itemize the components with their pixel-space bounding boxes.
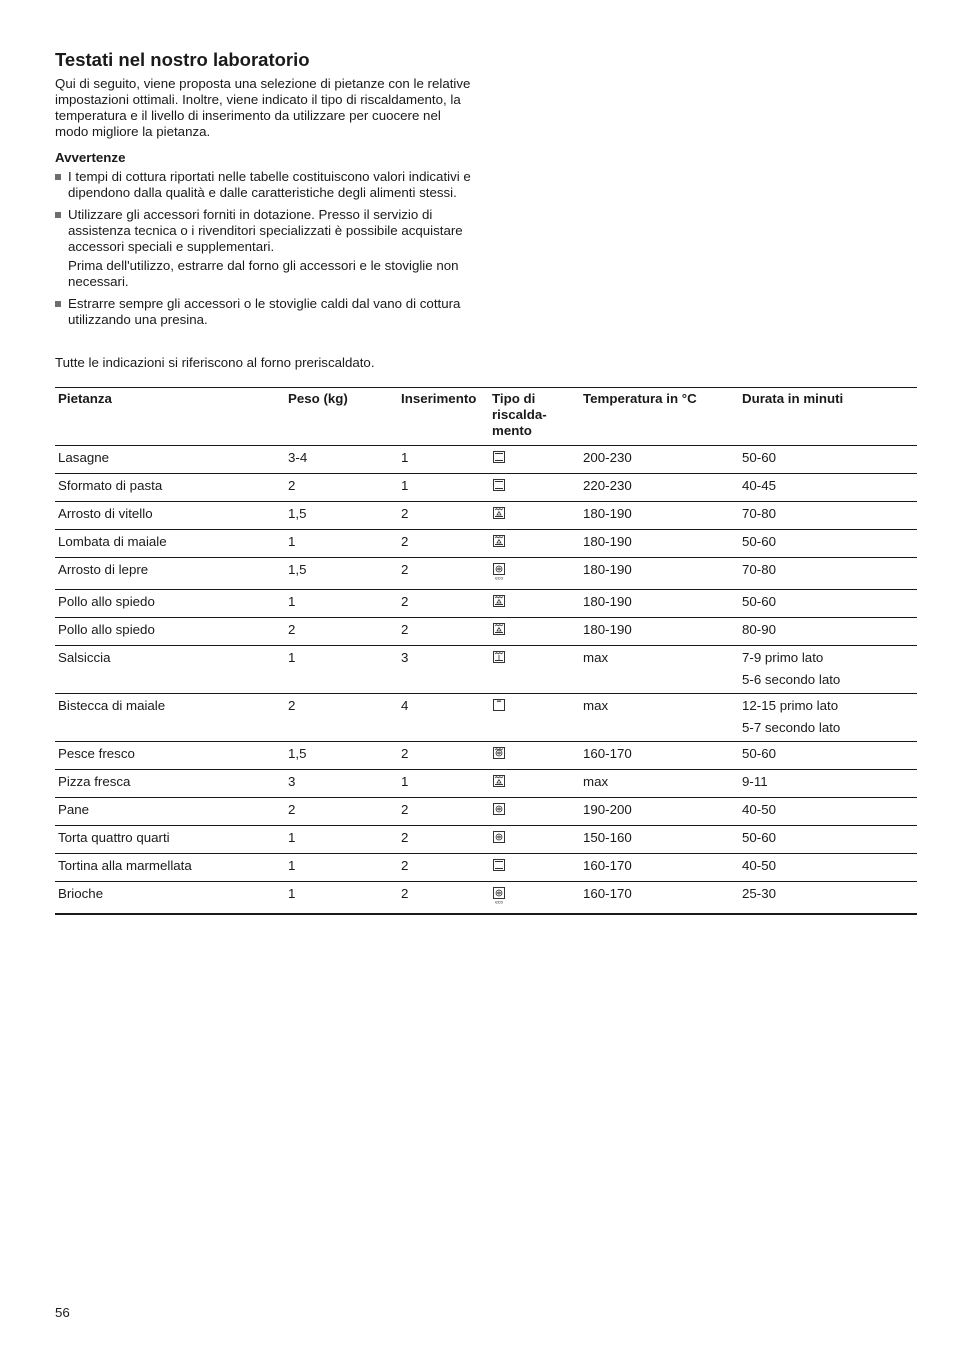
cell-dish: Pane xyxy=(55,798,285,826)
warning-text: Utilizzare gli accessori forniti in dotazione. Presso il servizio di assistenza tecnica o i rivenditori specializzati è possibile acquistare accessori speciali e supplementari. xyxy=(68,207,463,254)
duration-line: 40-50 xyxy=(742,858,777,873)
cell-heating xyxy=(489,590,580,618)
table-row xyxy=(55,854,917,882)
cell-temperature: 180-190 xyxy=(580,530,739,558)
table-row xyxy=(55,474,917,502)
cell-heating xyxy=(489,646,580,694)
cell-level: 1 xyxy=(398,770,489,798)
table-row xyxy=(55,694,917,742)
cell-duration xyxy=(739,590,917,618)
cell-level: 2 xyxy=(398,558,489,590)
thermal-grill-icon xyxy=(492,506,506,520)
table-row xyxy=(55,826,917,854)
table-row xyxy=(55,446,917,474)
cell-weight: 3-4 xyxy=(285,446,398,474)
cell-level: 2 xyxy=(398,530,489,558)
cell-weight: 2 xyxy=(285,474,398,502)
cell-dish: Brioche xyxy=(55,882,285,915)
duration-line: 80-90 xyxy=(742,622,777,637)
cell-weight: 1 xyxy=(285,882,398,915)
cell-weight: 2 xyxy=(285,798,398,826)
cell-dish: Pesce fresco xyxy=(55,742,285,770)
top-bottom-heat-icon xyxy=(492,478,506,492)
cell-temperature: 180-190 xyxy=(580,558,739,590)
cell-level: 2 xyxy=(398,618,489,646)
duration-line: 50-60 xyxy=(742,594,777,609)
svg-text:eco: eco xyxy=(495,576,503,580)
full-grill-icon xyxy=(492,650,506,664)
table-row xyxy=(55,798,917,826)
eco-hot-air-icon xyxy=(492,886,506,904)
cell-heating xyxy=(489,618,580,646)
cell-dish: Pollo allo spiedo xyxy=(55,590,285,618)
duration-line: 50-60 xyxy=(742,830,777,845)
cell-duration xyxy=(739,882,917,915)
cell-dish: Pizza fresca xyxy=(55,770,285,798)
page-title: Testati nel nostro laboratorio xyxy=(55,49,310,70)
warning-item xyxy=(55,169,475,201)
page-number: 56 xyxy=(55,1305,70,1320)
cell-level: 1 xyxy=(398,474,489,502)
cell-weight: 1,5 xyxy=(285,502,398,530)
cell-dish: Sformato di pasta xyxy=(55,474,285,502)
cell-level: 4 xyxy=(398,694,489,742)
bullet-square-icon xyxy=(55,174,61,180)
cell-dish: Tortina alla marmellata xyxy=(55,854,285,882)
duration-line: 12-15 primo lato xyxy=(742,698,839,713)
cell-heating xyxy=(489,798,580,826)
cell-heating xyxy=(489,854,580,882)
cell-duration xyxy=(739,798,917,826)
duration-line-second: 5-7 secondo lato xyxy=(742,720,841,735)
cell-temperature: max xyxy=(580,646,739,694)
cell-weight: 1,5 xyxy=(285,558,398,590)
table-header-row xyxy=(55,388,917,446)
cell-heating xyxy=(489,502,580,530)
duration-line: 25-30 xyxy=(742,886,777,901)
col-header-duration: Durata in minuti xyxy=(739,388,917,446)
thermal-grill-icon xyxy=(492,774,506,788)
cell-level: 2 xyxy=(398,854,489,882)
cell-heating xyxy=(489,474,580,502)
col-header-level: Inserimento xyxy=(398,388,489,446)
table-body xyxy=(55,446,917,915)
tested-dishes-table xyxy=(55,387,917,915)
eco-hot-air-icon xyxy=(492,562,506,580)
cell-level: 2 xyxy=(398,798,489,826)
cell-duration xyxy=(739,770,917,798)
col-header-heating-line: mento xyxy=(492,423,532,438)
cell-temperature: 160-170 xyxy=(580,882,739,915)
warning-item xyxy=(55,207,475,290)
cell-duration xyxy=(739,742,917,770)
duration-line: 70-80 xyxy=(742,506,777,521)
cell-heating xyxy=(489,530,580,558)
cell-weight: 2 xyxy=(285,618,398,646)
top-bottom-heat-icon xyxy=(492,858,506,872)
hot-air-grill-icon xyxy=(492,746,506,760)
cell-heating xyxy=(489,558,580,590)
duration-line: 7-9 primo lato xyxy=(742,650,824,665)
table-row xyxy=(55,646,917,694)
hot-air-icon xyxy=(492,830,506,844)
cell-heating xyxy=(489,694,580,742)
duration-line: 40-45 xyxy=(742,478,777,493)
cell-temperature: 180-190 xyxy=(580,590,739,618)
cell-duration xyxy=(739,646,917,694)
cell-weight: 1,5 xyxy=(285,742,398,770)
cell-duration xyxy=(739,558,917,590)
thermal-grill-icon xyxy=(492,594,506,608)
cell-level: 1 xyxy=(398,446,489,474)
cell-dish: Salsiccia xyxy=(55,646,285,694)
cell-level: 2 xyxy=(398,590,489,618)
col-header-temperature: Temperatura in °C xyxy=(580,388,739,446)
bullet-square-icon xyxy=(55,212,61,218)
cell-dish: Bistecca di maiale xyxy=(55,694,285,742)
cell-duration xyxy=(739,502,917,530)
grill-small-area-icon xyxy=(492,698,506,712)
col-header-heating-line: Tipo di xyxy=(492,391,536,406)
thermal-grill-icon xyxy=(492,534,506,548)
cell-weight: 1 xyxy=(285,530,398,558)
duration-line-second: 5-6 secondo lato xyxy=(742,672,841,687)
cell-heating xyxy=(489,742,580,770)
col-header-weight: Peso (kg) xyxy=(285,388,398,446)
cell-level: 2 xyxy=(398,742,489,770)
bullet-square-icon xyxy=(55,301,61,307)
cell-temperature: 150-160 xyxy=(580,826,739,854)
duration-line: 50-60 xyxy=(742,746,777,761)
cell-weight: 3 xyxy=(285,770,398,798)
warning-text: I tempi di cottura riportati nelle tabelle costituiscono valori indicativi e dipendono dalla qualità e dalle caratteristiche degli alimenti stessi. xyxy=(68,169,471,200)
table-row xyxy=(55,882,917,915)
col-header-heating-line: riscalda- xyxy=(492,407,547,422)
duration-line: 50-60 xyxy=(742,534,777,549)
warning-subtext: Prima dell'utilizzo, estrarre dal forno gli accessori e le stoviglie non necessari. xyxy=(68,258,459,289)
cell-level: 2 xyxy=(398,882,489,915)
cell-dish: Arrosto di lepre xyxy=(55,558,285,590)
intro-paragraph: Qui di seguito, viene proposta una selezione di pietanze con le relative impostazioni ottimali. Inoltre, viene indicato il tipo di riscaldamento, la temperatura e il livello di inserimento da utilizzare per cuocere nel modo migliore la pietanza. xyxy=(55,76,471,139)
hot-air-icon xyxy=(492,802,506,816)
cell-heating xyxy=(489,770,580,798)
warnings-heading: Avvertenze xyxy=(55,150,126,165)
cell-heating xyxy=(489,446,580,474)
warnings-list xyxy=(55,169,475,334)
col-header-heating xyxy=(489,388,580,446)
cell-temperature: 180-190 xyxy=(580,502,739,530)
cell-duration xyxy=(739,826,917,854)
cell-dish: Lasagne xyxy=(55,446,285,474)
cell-duration xyxy=(739,446,917,474)
cell-weight: 1 xyxy=(285,854,398,882)
table-row xyxy=(55,618,917,646)
duration-line: 9-11 xyxy=(742,774,768,789)
cell-temperature: 160-170 xyxy=(580,854,739,882)
cell-temperature: 220-230 xyxy=(580,474,739,502)
cell-duration xyxy=(739,618,917,646)
cell-heating xyxy=(489,826,580,854)
table-row xyxy=(55,742,917,770)
warning-text: Estrarre sempre gli accessori o le stoviglie caldi dal vano di cottura utilizzando una presina. xyxy=(68,296,461,327)
preheat-note: Tutte le indicazioni si riferiscono al forno preriscaldato. xyxy=(55,355,375,370)
cell-weight: 1 xyxy=(285,646,398,694)
table-row xyxy=(55,530,917,558)
top-bottom-heat-icon xyxy=(492,450,506,464)
cell-temperature: 190-200 xyxy=(580,798,739,826)
thermal-grill-icon xyxy=(492,622,506,636)
cell-duration xyxy=(739,854,917,882)
duration-line: 70-80 xyxy=(742,562,777,577)
warning-item xyxy=(55,296,475,328)
table-row xyxy=(55,590,917,618)
svg-text:eco: eco xyxy=(495,900,503,904)
duration-line: 50-60 xyxy=(742,450,777,465)
cell-temperature: 180-190 xyxy=(580,618,739,646)
cell-dish: Lombata di maiale xyxy=(55,530,285,558)
cell-temperature: 160-170 xyxy=(580,742,739,770)
cell-weight: 2 xyxy=(285,694,398,742)
cell-temperature: max xyxy=(580,694,739,742)
cell-level: 3 xyxy=(398,646,489,694)
cell-dish: Pollo allo spiedo xyxy=(55,618,285,646)
cell-level: 2 xyxy=(398,502,489,530)
cell-level: 2 xyxy=(398,826,489,854)
table-row xyxy=(55,558,917,590)
col-header-dish: Pietanza xyxy=(55,388,285,446)
cell-duration xyxy=(739,474,917,502)
duration-line: 40-50 xyxy=(742,802,777,817)
cell-duration xyxy=(739,694,917,742)
cell-weight: 1 xyxy=(285,826,398,854)
table-row xyxy=(55,502,917,530)
cell-temperature: 200-230 xyxy=(580,446,739,474)
cell-duration xyxy=(739,530,917,558)
cell-dish: Torta quattro quarti xyxy=(55,826,285,854)
cell-temperature: max xyxy=(580,770,739,798)
cell-weight: 1 xyxy=(285,590,398,618)
cell-dish: Arrosto di vitello xyxy=(55,502,285,530)
table-row xyxy=(55,770,917,798)
cell-heating xyxy=(489,882,580,915)
